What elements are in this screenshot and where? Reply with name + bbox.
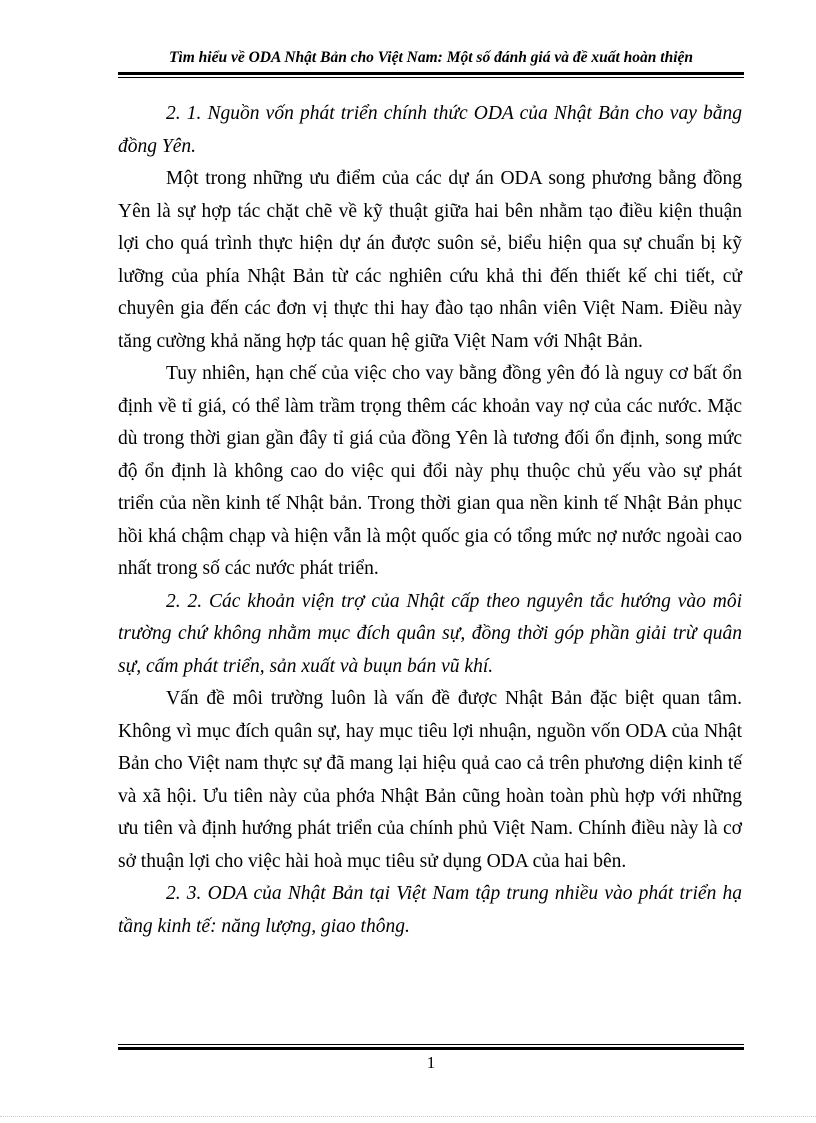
footer-rule-thick — [118, 1047, 744, 1050]
page-edge-divider — [0, 1116, 816, 1117]
paragraph: Một trong những ưu điểm của các dự án ODA song phương bằng đồng Yên là sự hợp tác chặt chẽ về kỹ thuật giữa hai bên nhằm tạo điều kiện thuận lợi cho quá trình thực hiện dự án được suôn sẻ, biểu hiện qua sự chuẩn bị kỹ lưỡng của phía Nhật Bản từ các nghiên cứu khả thi đến thiết kế chi tiết, cử chuyên gia đến các đơn vị thực thi hay đào tạo nhân viên Việt Nam. Điều này tăng cường khả năng hợp tác quan hệ giữa Việt Nam với Nhật Bản. — [118, 168, 742, 352]
section-heading-2-2: 2. 2. Các khoản viện trợ của Nhật cấp theo nguyên tắc hướng vào môi trường chứ không nhằm mục đích quân sự, đồng thời góp phần giải trừ quân sự, cấm phát triển, sản xuất và buụn bán vũ khí. — [118, 590, 742, 677]
running-header: Tìm hiểu về ODA Nhật Bản cho Việt Nam: Một số đánh giá và đề xuất hoàn thiện — [168, 49, 694, 66]
footer-rule-thin — [118, 1044, 744, 1045]
body-text — [118, 98, 742, 943]
paragraph: Vấn đề môi trường luôn là vấn đề được Nhật Bản đặc biệt quan tâm. Không vì mục đích quân sự, hay mục tiêu lợi nhuận, nguồn vốn ODA của Nhật Bản cho Việt nam thực sự đã mang lại hiệu quả cao cả trên phương diện kinh tế và xã hội. Ưu tiên này của phớa Nhật Bản cũng hoàn toàn phù hợp với những ưu tiên và định hướng phát triển của chính phủ Việt Nam. Chính điều này là cơ sở thuận lợi cho việc hài hoà mục tiêu sử dụng ODA của hai bên. — [118, 688, 742, 872]
section-heading-2-3: 2. 3. ODA của Nhật Bản tại Việt Nam tập trung nhiều vào phát triển hạ tầng kinh tế: năng lượng, giao thông. — [118, 883, 742, 937]
header-rule-thick — [118, 72, 744, 75]
section-heading-2-1: 2. 1. Nguồn vốn phát triển chính thức ODA của Nhật Bản cho vay bằng đồng Yên. — [118, 103, 742, 157]
page-number: 1 — [426, 1053, 436, 1072]
header-rule-thin — [118, 77, 744, 78]
paragraph: Tuy nhiên, hạn chế của việc cho vay bằng đồng yên đó là nguy cơ bất ổn định về tỉ giá, có thể làm trầm trọng thêm các khoản vay nợ của các nước. Mặc dù trong thời gian gần đây tỉ giá của đồng Yên là tương đối ổn định, song mức độ ổn định là không cao do việc qui đổi này phụ thuộc chủ yếu vào sự phát triển của nền kinh tế Nhật bản. Trong thời gian qua nền kinh tế Nhật Bản phục hồi khá chậm chạp và hiện vẫn là một quốc gia có tổng mức nợ nước ngoài cao nhất trong số các nước phát triển. — [118, 363, 742, 579]
